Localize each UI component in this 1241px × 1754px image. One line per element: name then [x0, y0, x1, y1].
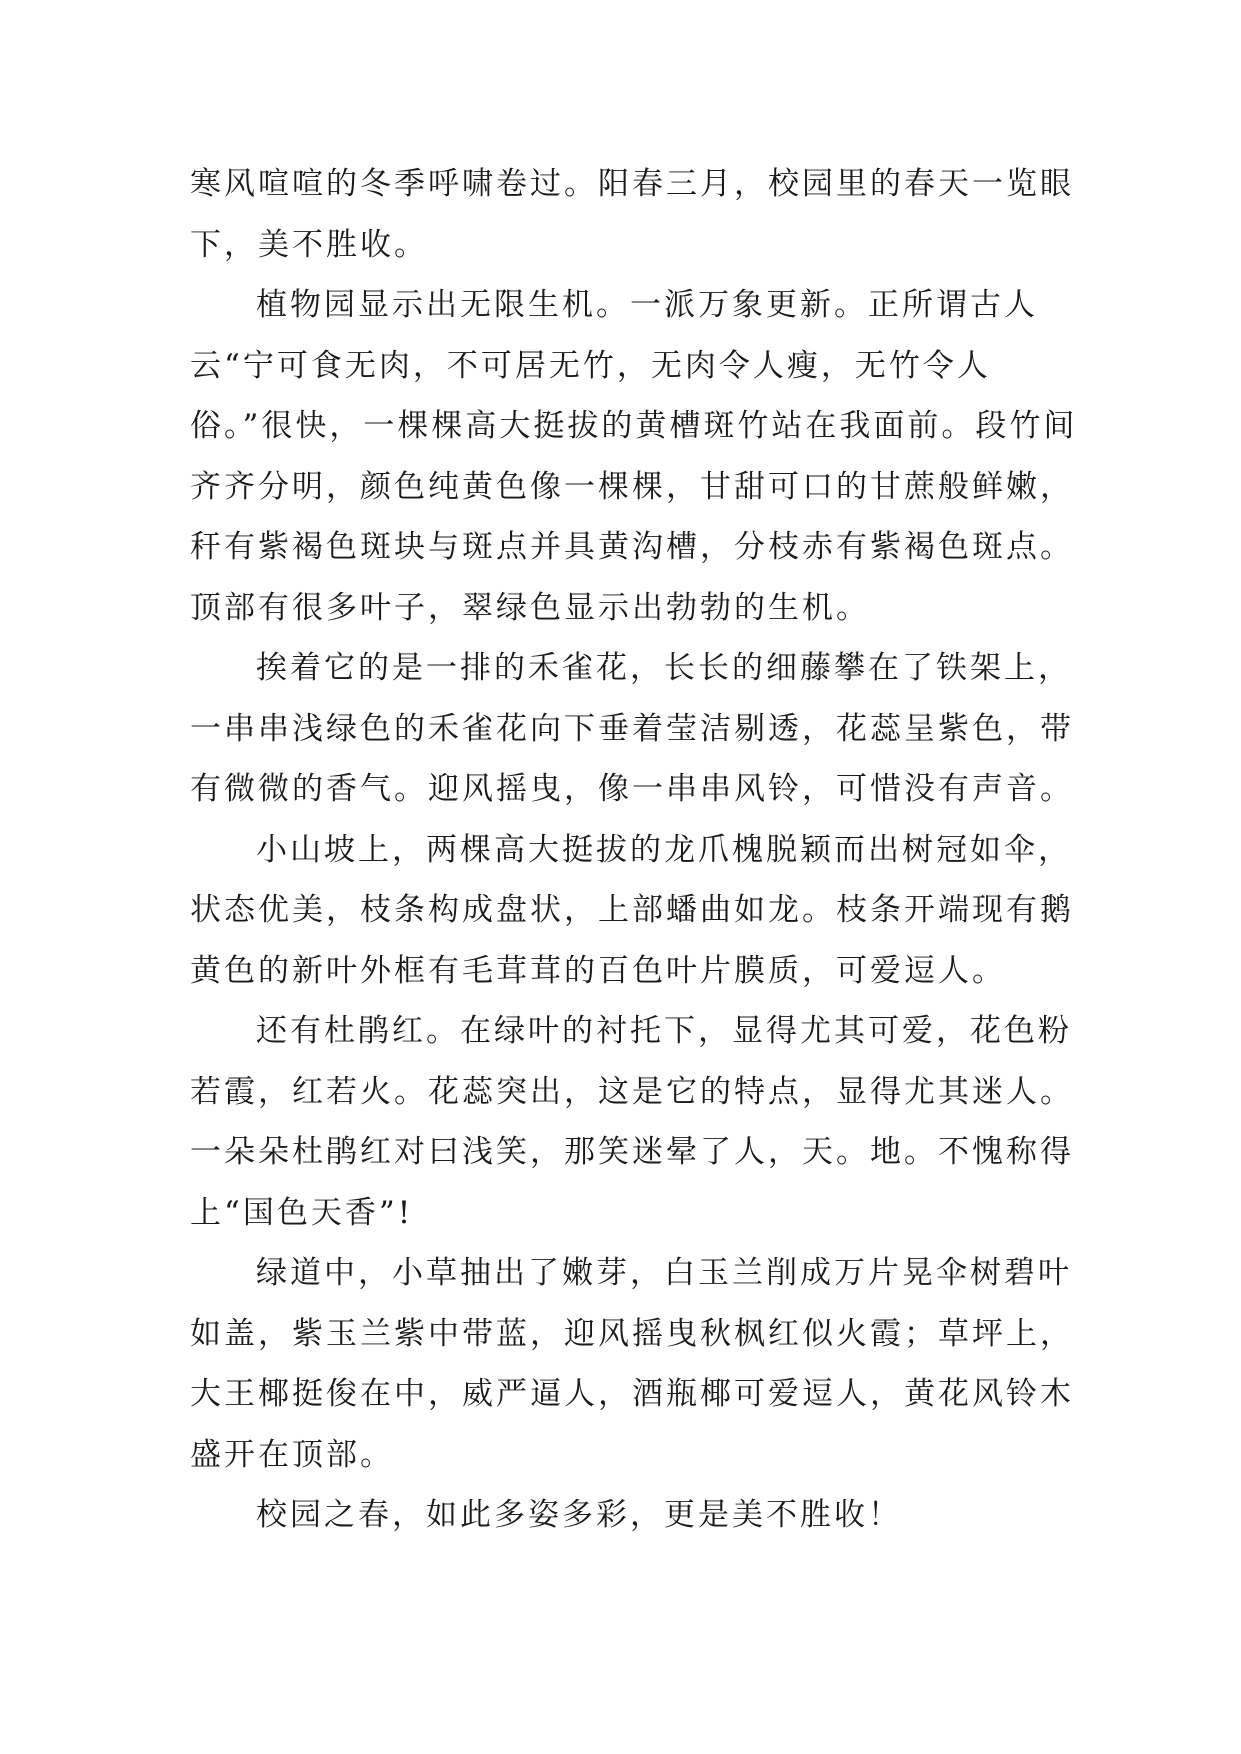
document-body [190, 154, 1090, 1546]
paragraph-2: 植物园显示出无限生机。一派万象更新。正所谓古人云“宁可食无肉，不可居无竹，无肉令人瘦，无竹令人俗。”很快，一棵棵高大挺拔的黄槽斑竹站在我面前。段竹间齐齐分明，颜色纯黄色像一棵棵，甘甜可口的甘蔗般鲜嫩，秆有紫褐色斑块与斑点并具黄沟槽，分枝赤有紫褐色斑点。顶部有很多叶子，翠绿色显示出勃勃的生机。 [190, 287, 1078, 626]
paragraph-6: 绿道中，小草抽出了嫩芽，白玉兰削成万片晃伞树碧叶如盖，紫玉兰紫中带蓝，迎风摇曳秋枫红似火霞；草坪上，大王椰挺俊在中，威严逼人，酒瓶椰可爱逗人，黄花风铃木盛开在顶部。 [190, 1255, 1074, 1473]
paragraph-5: 还有杜鹃红。在绿叶的衬托下，显得尤其可爱，花色粉若霞，红若火。花蕊突出，这是它的特点，显得尤其迷人。一朵朵杜鹃红对曰浅笑，那笑迷晕了人，天。地。不愧称得上“国色天香”! [190, 1013, 1074, 1231]
paragraph-4: 小山坡上，两棵高大挺拔的龙爪槐脱颖而出树冠如伞，状态优美，枝条构成盘状，上部蟠曲如龙。枝条开端现有鹅黄色的新叶外框有毛茸茸的百色叶片膜质，可爱逗人。 [190, 831, 1074, 989]
paragraph-7: 校园之春，如此多姿多彩，更是美不胜收！ [256, 1497, 902, 1533]
paragraph-1: 寒风喧喧的冬季呼啸卷过。阳春三月，校园里的春天一览眼下，美不胜收。 [190, 166, 1074, 263]
paragraph-3: 挨着它的是一排的禾雀花，长长的细藤攀在了铁架上，一串串浅绿色的禾雀花向下垂着莹洁剔透，花蕊呈紫色，带有微微的香气。迎风摇曳，像一串串风铃，可惜没有声音。 [190, 650, 1074, 807]
